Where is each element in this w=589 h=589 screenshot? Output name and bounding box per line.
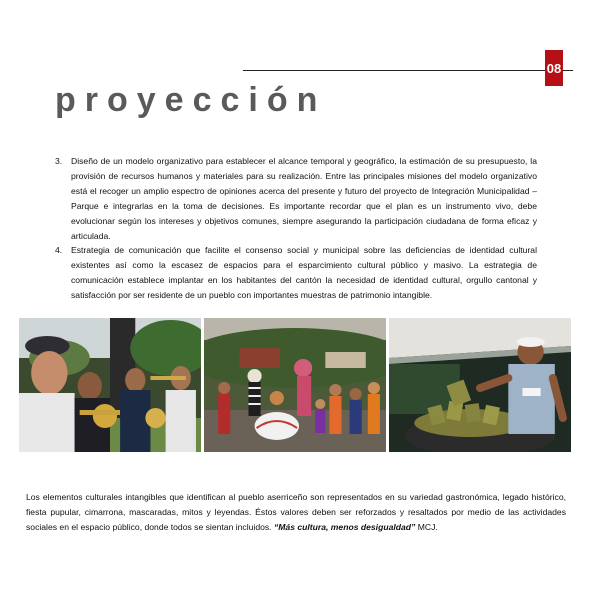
- list-item-text: Estrategia de comunicación que facilite el consenso social y municipal sobre las deficiencias de identidad cultural existentes así como la escasez de espacios para el esparcimiento cultural público y masivo. La estrategia de comunicación establece implantar en los habitantes del cantón la necesidad de identidad cultural, orgullo cantonal y satisfacción por ser residente de un pueblo con importantes muestras de patrimonio intangible.: [71, 245, 537, 301]
- photo-strip: [19, 318, 571, 452]
- list-item: [55, 154, 537, 243]
- caption-body: Los elementos culturales intangibles que identifican al pueblo aserriceño son representados en su variedad gastronómica, legado histórico, fiesta pupular, cimarrona, mascaradas, mitos y leyendas. Éstos valores deben ser reforzados y resaltados por medio de las actividades sociales en el espacio público, donde todos se sientan incluidos.: [26, 492, 566, 532]
- caption-text: [26, 490, 566, 535]
- list-item: [55, 243, 537, 303]
- photo-gastronomia: [389, 318, 571, 452]
- photo-mascaradas: [204, 318, 386, 452]
- list-item-number: 3.: [55, 156, 63, 166]
- header-rule: [243, 70, 573, 71]
- project-list: [55, 154, 537, 303]
- page-title: proyección: [55, 81, 327, 119]
- list-item-text: Diseño de un modelo organizativo para establecer el alcance temporal y geográfico, la estimación de su presupuesto, la provisión de recursos humanos y materiales para su realización. Entre las principales misiones del modelo organizativo está el recoger un amplio espectro de opiniones acerca del presente y futuro del proyecto de Integración Municipalidad – Parque e integrarlas en la toma de decisiones. Es importante recordar que el plan es un instrumento vivo, debe evolucionar según los intereses y objetivos comunes, siempre asegurando la participación ciudadana de forma eficaz y articulada.: [71, 156, 537, 241]
- list-item-number: 4.: [55, 245, 63, 256]
- photo-cimarrona-band: [19, 318, 201, 452]
- caption-quote: “Más cultura, menos desigualdad”: [273, 522, 416, 532]
- caption-source: MCJ.: [415, 522, 438, 532]
- page-number-badge: 08: [545, 50, 563, 86]
